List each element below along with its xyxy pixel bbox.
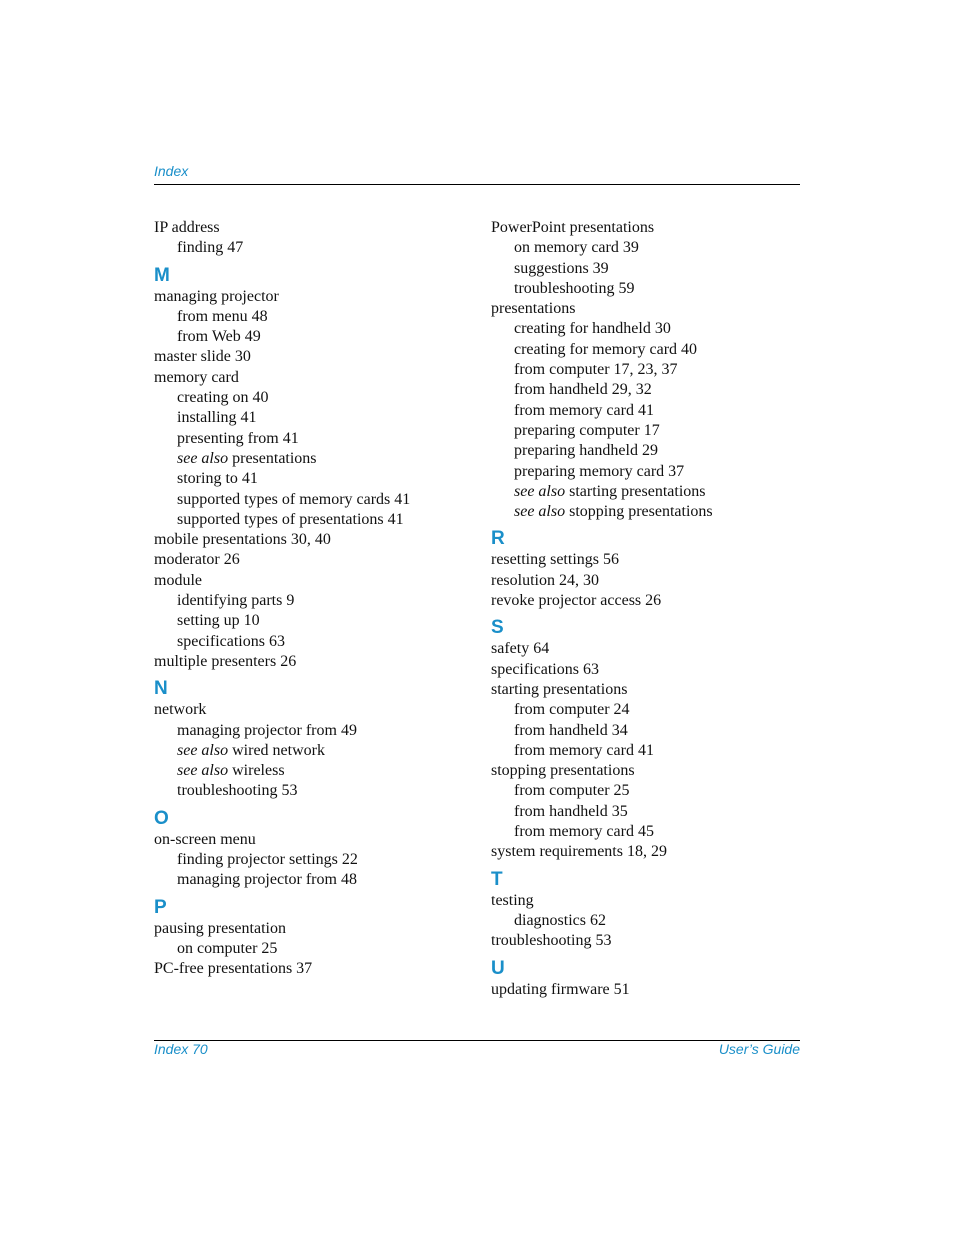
index-subentry: [491, 482, 821, 502]
header-rule: [154, 184, 800, 185]
index-subentry: diagnostics 62: [514, 911, 606, 929]
index-subentry: finding 47: [177, 239, 244, 257]
index-subentry: from handheld 34: [514, 721, 628, 739]
see-also-label: see also: [514, 503, 566, 521]
see-also-target: presentations: [232, 449, 317, 467]
see-also-target: stopping presentations: [569, 503, 713, 521]
index-subentry: troubleshooting 53: [177, 782, 298, 800]
index-subentry: from handheld 29, 32: [514, 381, 652, 399]
index-subentry: from handheld 35: [514, 802, 628, 820]
index-subentry: on memory card 39: [514, 239, 639, 257]
index-entry: on-screen menu: [154, 830, 256, 848]
index-subentry: from computer 24: [514, 701, 630, 719]
see-also-label: see also: [177, 762, 229, 780]
see-also-label: see also: [514, 482, 566, 500]
index-subentry: finding projector settings 22: [177, 851, 358, 869]
see-also-label: see also: [177, 741, 229, 759]
index-subentry: troubleshooting 59: [514, 279, 635, 297]
index-subentry: managing projector from 48: [177, 871, 357, 889]
index-subentry: setting up 10: [177, 612, 260, 630]
index-letter-heading: M: [154, 264, 170, 286]
index-entry: resolution 24, 30: [491, 571, 599, 589]
index-subentry: preparing computer 17: [514, 421, 660, 439]
index-letter-heading: R: [491, 528, 505, 550]
index-subentry: supported types of memory cards 41: [177, 490, 411, 508]
index-subentry: creating for handheld 30: [514, 320, 671, 338]
index-letter-heading: S: [491, 617, 504, 639]
index-entry: troubleshooting 53: [491, 932, 612, 950]
index-subentry: from memory card 45: [514, 823, 654, 841]
index-entry: network: [154, 701, 207, 719]
running-header: Index: [154, 163, 189, 179]
index-letter-heading: N: [154, 678, 168, 700]
index-subentry: [154, 449, 484, 469]
index-subentry: storing to 41: [177, 470, 258, 488]
index-entry: PowerPoint presentations: [491, 219, 655, 236]
index-entry: IP address: [154, 219, 220, 236]
index-letter-heading: O: [154, 807, 169, 829]
see-also-target: starting presentations: [569, 482, 706, 500]
index-subentry: from computer 25: [514, 782, 630, 800]
index-column-left: [154, 218, 484, 980]
index-entry: specifications 63: [491, 660, 599, 678]
index-entry: memory card: [154, 368, 239, 386]
index-entry: safety 64: [491, 640, 550, 658]
index-entry: resetting settings 56: [491, 551, 619, 569]
index-subentry: on computer 25: [177, 939, 278, 957]
index-subentry: from Web 49: [177, 328, 261, 346]
index-entry: updating firmware 51: [491, 980, 630, 998]
index-entry: managing projector: [154, 287, 279, 305]
see-also-target: wired network: [232, 741, 325, 759]
index-entry: revoke projector access 26: [491, 592, 662, 610]
index-subentry: preparing handheld 29: [514, 442, 658, 460]
index-subentry: [154, 741, 484, 761]
index-entry: module: [154, 571, 202, 589]
see-also-target: wireless: [232, 762, 285, 780]
index-subentry: [491, 502, 821, 522]
index-subentry: creating on 40: [177, 389, 269, 407]
index-subentry: [154, 761, 484, 781]
footer-rule: [154, 1040, 800, 1041]
index-entry: mobile presentations 30, 40: [154, 531, 331, 549]
index-entry: presentations: [491, 300, 576, 318]
index-subentry: specifications 63: [177, 632, 285, 650]
index-letter-heading: T: [491, 868, 503, 890]
index-entry: master slide 30: [154, 348, 251, 366]
index-entry: testing: [491, 891, 534, 909]
index-subentry: preparing memory card 37: [514, 462, 685, 480]
index-subentry: identifying parts 9: [177, 592, 295, 610]
index-column-right: [491, 218, 821, 1000]
footer-page-label: Index 70: [154, 1041, 208, 1057]
see-also-label: see also: [177, 449, 229, 467]
index-entry: system requirements 18, 29: [491, 843, 667, 861]
index-entry: pausing presentation: [154, 919, 286, 937]
index-letter-heading: U: [491, 957, 505, 979]
index-subentry: installing 41: [177, 409, 257, 427]
index-subentry: suggestions 39: [514, 259, 609, 277]
index-subentry: from menu 48: [177, 307, 268, 325]
index-entry: moderator 26: [154, 551, 240, 569]
index-letter-heading: P: [154, 896, 167, 918]
footer-guide-title: User’s Guide: [718, 1041, 800, 1057]
index-subentry: creating for memory card 40: [514, 340, 698, 358]
index-subentry: managing projector from 49: [177, 721, 357, 739]
index-subentry: presenting from 41: [177, 429, 299, 447]
index-entry: stopping presentations: [491, 762, 635, 780]
index-entry: multiple presenters 26: [154, 652, 297, 670]
index-subentry: supported types of presentations 41: [177, 510, 404, 528]
index-subentry: from memory card 41: [514, 401, 654, 419]
index-subentry: from memory card 41: [514, 741, 654, 759]
index-entry: starting presentations: [491, 680, 628, 698]
index-subentry: from computer 17, 23, 37: [514, 361, 678, 379]
index-entry: PC-free presentations 37: [154, 960, 313, 978]
